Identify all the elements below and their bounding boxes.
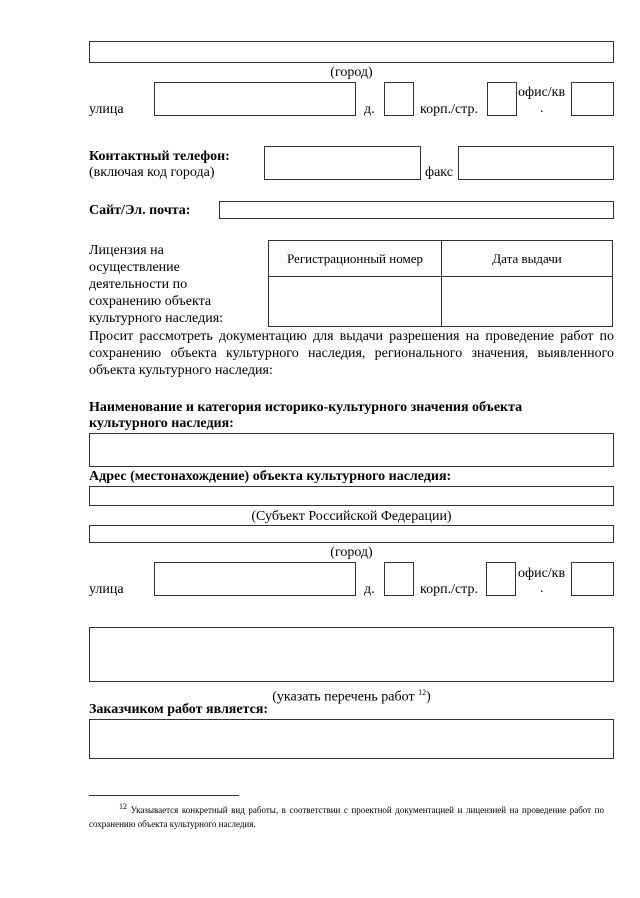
- request-text: Просит рассмотреть документацию для выдачи разрешения на проведение работ по сохранению объекта культурного наследия, регионального значения, выявленного объекта культурного наследия:: [89, 329, 614, 378]
- object-house-input[interactable]: [384, 562, 414, 596]
- object-street-label: улица: [89, 582, 124, 597]
- license-label-4: сохранению объекта: [89, 294, 212, 309]
- object-name-label-1: Наименование и категория историко-культурного значения объекта: [89, 400, 523, 415]
- phone-label: Контактный телефон:: [89, 149, 230, 164]
- works-caption-text: (указать перечень работ: [272, 689, 419, 705]
- customer-label: Заказчиком работ является:: [89, 702, 269, 717]
- works-list-input[interactable]: [89, 627, 614, 682]
- object-name-label-2: культурного наследия:: [89, 416, 234, 431]
- fax-input[interactable]: [458, 146, 614, 180]
- house-label: д.: [364, 102, 375, 117]
- footnote: [89, 800, 604, 831]
- phone-note: (включая код города): [89, 165, 215, 180]
- customer-input[interactable]: [89, 719, 614, 759]
- object-street-input[interactable]: [154, 562, 356, 596]
- house-input[interactable]: [384, 82, 414, 116]
- object-name-input[interactable]: [89, 433, 614, 467]
- office-label: офис/кв: [518, 85, 566, 100]
- footnote-divider: [89, 795, 239, 796]
- license-label-1: Лицензия на: [89, 243, 164, 258]
- works-footnote-ref: 12: [418, 688, 427, 697]
- object-address-label: Адрес (местонахождение) объекта культурного наследия:: [89, 469, 452, 484]
- license-issue-date-cell[interactable]: [442, 277, 613, 327]
- works-caption-end: ): [426, 689, 431, 705]
- object-city-caption: (город): [330, 545, 373, 560]
- office-input[interactable]: [571, 82, 614, 116]
- fax-label: факс: [425, 165, 453, 180]
- object-city-input[interactable]: [89, 525, 614, 543]
- site-email-input[interactable]: [219, 201, 614, 219]
- object-office-input[interactable]: [571, 562, 614, 596]
- street-label: улица: [89, 102, 124, 117]
- object-building-label: корп./стр.: [420, 582, 478, 597]
- footnote-text: Указывается конкретный вид работы, в соответствии с проектной документацией и лицензией на проведение работ по сохранению объекта культурного наследия.: [89, 805, 604, 829]
- object-office-label: офис/кв: [518, 566, 566, 581]
- license-table: [268, 240, 613, 327]
- site-label: Сайт/Эл. почта:: [89, 203, 191, 218]
- building-label: корп./стр.: [420, 102, 478, 117]
- license-reg-number-cell[interactable]: [269, 277, 442, 327]
- footnote-mark: 12: [119, 802, 127, 811]
- license-col-issue-date: Дата выдачи: [442, 241, 613, 277]
- city-caption: (город): [330, 65, 373, 80]
- street-input[interactable]: [154, 82, 356, 116]
- object-building-input[interactable]: [486, 562, 516, 596]
- license-col-reg-number: Регистрационный номер: [269, 241, 442, 277]
- office-label-dot: .: [540, 101, 544, 116]
- object-subject-input[interactable]: [89, 486, 614, 506]
- license-label-2: осуществление: [89, 260, 180, 275]
- phone-input[interactable]: [264, 146, 421, 180]
- city-input[interactable]: [89, 41, 614, 63]
- building-input[interactable]: [487, 82, 517, 116]
- license-label-5: культурного наследия:: [89, 311, 224, 326]
- subject-caption: (Субъект Российской Федерации): [251, 509, 452, 524]
- object-office-label-dot: .: [540, 581, 544, 596]
- object-house-label: д.: [364, 582, 375, 597]
- license-label-3: деятельности по: [89, 277, 188, 292]
